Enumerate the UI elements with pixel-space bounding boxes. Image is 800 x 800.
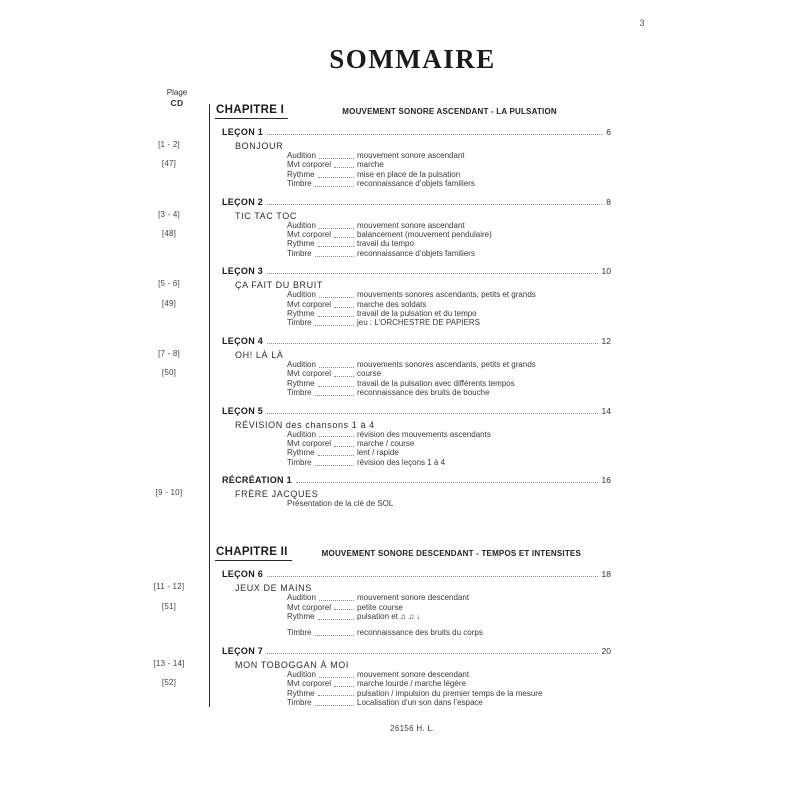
cd-gutter [145, 88, 209, 707]
attribute-head [287, 628, 357, 637]
chapter-subtitle: MOUVEMENT SONORE ASCENDANT - LA PULSATION [342, 107, 557, 116]
chapter-subtitle: MOUVEMENT SONORE DESCENDANT - TEMPOS ET INTENSITES [321, 549, 582, 559]
attribute-label: Rythme [287, 378, 315, 388]
song-title-row [235, 420, 611, 430]
attribute-value: reconnaissance d’objets familiers [357, 248, 475, 258]
attribute-dot-leader [319, 367, 354, 368]
cd-header-line1: Plage [166, 88, 188, 97]
song-title-row [158, 209, 611, 221]
attribute-row [287, 179, 611, 188]
attribute-row [287, 239, 611, 248]
attribute-head [287, 439, 357, 448]
attribute-head [287, 430, 357, 439]
attribute-dot-leader [318, 246, 354, 247]
attribute-value: pulsation et ♫ ♫ ♩ [357, 611, 425, 621]
cd-header-line2: CD [170, 98, 184, 108]
chapter-label: CHAPITRE II [215, 546, 292, 561]
attribute-row [287, 221, 611, 230]
attribute-value: mouvement sonore ascendant [357, 220, 465, 230]
attribute-row [287, 360, 611, 369]
attribute-label: Timbre [287, 388, 312, 398]
lecon-label: LEÇON 2 [222, 196, 264, 207]
dot-leader [267, 413, 597, 414]
toc-entry [158, 127, 611, 189]
attribute-head [287, 309, 357, 318]
attribute-value: mouvement sonore descendant [357, 593, 470, 603]
attribute-value: reconnaissance d’objets familiers [357, 179, 475, 189]
cd-track-ref: [5 - 6] [158, 279, 180, 289]
lecon-page-number: 20 [601, 645, 611, 656]
cd-track-ref: [7 - 8] [158, 348, 180, 358]
attribute-dot-leader [318, 316, 354, 317]
attribute-dot-leader [318, 455, 354, 456]
attribute-row [287, 249, 611, 258]
attribute-row [161, 298, 611, 309]
attribute-row [287, 430, 611, 439]
song-title-row [158, 348, 611, 360]
attribute-value: mouvements sonores ascendants, petits et grands [357, 290, 536, 300]
lecon-row [222, 336, 611, 346]
cd-track-ref: [9 - 10] [155, 488, 183, 498]
attribute-row [287, 151, 611, 160]
attribute-value: Localisation d’un son dans l’espace [357, 697, 483, 707]
cd-track-ref: [49] [161, 298, 177, 308]
attribute-row [287, 379, 611, 388]
attribute-dot-leader [319, 436, 354, 437]
lecon-label: RÉCRÉATION 1 [222, 475, 292, 486]
page-footer: 26156 H. L. [390, 724, 435, 733]
attribute-label: Timbre [287, 318, 312, 328]
attribute-dot-leader [315, 186, 354, 187]
attribute-dot-leader [319, 228, 354, 229]
song-title: MON TOBOGGAN À MOI [235, 659, 349, 670]
chapter-heading-row [215, 104, 611, 119]
lecon-page-number: 16 [601, 475, 611, 486]
attribute-value: mouvement sonore descendant [357, 669, 470, 679]
chapter-section [153, 546, 611, 707]
attribute-head [287, 388, 357, 397]
lecon-row [222, 646, 611, 656]
attribute-dot-leader [315, 635, 354, 636]
dot-leader [267, 134, 602, 135]
lecon-row [222, 406, 611, 416]
attribute-head [287, 318, 357, 327]
attribute-value: balancement (mouvement pendulaire) [357, 230, 492, 240]
lecon-label: LEÇON 6 [222, 569, 264, 580]
chapter-section [155, 104, 611, 509]
attribute-value: travail de la pulsation avec différents tempos [357, 378, 515, 388]
cd-track-ref: [48] [161, 229, 177, 239]
lecon-label: LEÇON 3 [222, 266, 264, 277]
dot-leader [296, 482, 598, 483]
attribute-dot-leader [319, 600, 354, 601]
attribute-value: travail du tempo [357, 239, 414, 249]
attribute-dot-leader [334, 376, 354, 377]
attribute-label: Audition [287, 669, 316, 679]
attribute-value: travail de la pulsation et du tempo [357, 309, 477, 319]
cd-track-ref: [52] [161, 678, 177, 688]
attribute-label: Mvt corporel [287, 438, 332, 448]
attribute-dot-leader [318, 177, 354, 178]
attribute-label: Timbre [287, 697, 312, 707]
toc-entry [158, 266, 611, 328]
song-title: FRÈRE JACQUES [235, 489, 319, 500]
attribute-head [287, 458, 357, 467]
cd-column-header [145, 88, 209, 108]
chapter-heading-row [215, 546, 611, 561]
attribute-row [287, 689, 611, 698]
song-title: TIC TAC TOC [235, 210, 297, 221]
attribute-value: marche lourde / marche légère [357, 679, 466, 689]
attribute-label: Rythme [287, 309, 315, 319]
attribute-value: marche [357, 160, 384, 170]
attribute-row [161, 601, 611, 612]
attribute-label: Mvt corporel [287, 299, 332, 309]
attribute-head [287, 170, 357, 179]
lecon-label: LEÇON 7 [222, 645, 264, 656]
song-title: RÉVISION des chansons 1 à 4 [235, 419, 375, 430]
attribute-value: lent / rapide [357, 448, 399, 458]
attribute-value: jeu : L’ORCHESTRE DE PAPIERS [357, 318, 480, 328]
attribute-value: mouvements sonores ascendants, petits et grands [357, 359, 536, 369]
attribute-dot-leader [334, 307, 354, 308]
lecon-row [222, 266, 611, 276]
lecon-row [222, 127, 611, 137]
attribute-head [287, 290, 357, 299]
attribute-dot-leader [334, 686, 354, 687]
attribute-head [287, 179, 357, 188]
lecon-row [222, 197, 611, 207]
attribute-value: reconnaissance des bruits du corps [357, 628, 483, 638]
attribute-dot-leader [319, 297, 354, 298]
lecon-row [222, 569, 611, 579]
attribute-row [161, 368, 611, 379]
attribute-label: Audition [287, 429, 316, 439]
lecon-label: LEÇON 5 [222, 405, 264, 416]
attribute-value: marche des soldats [357, 299, 427, 309]
toc-entry [155, 475, 611, 509]
attribute-head [287, 221, 357, 230]
attribute-label: Rythme [287, 448, 315, 458]
lecon-label: LEÇON 1 [222, 127, 264, 137]
attribute-label: Mvt corporel [287, 602, 332, 612]
attribute-label: Audition [287, 359, 316, 369]
cd-track-ref: [51] [161, 601, 177, 611]
toc-entry [158, 196, 611, 259]
attribute-row [161, 678, 611, 689]
dot-leader [267, 653, 597, 654]
attribute-row [287, 318, 611, 327]
attribute-row [161, 159, 611, 170]
dot-leader [267, 204, 602, 205]
attribute-label: Audition [287, 593, 316, 603]
lecon-page-number: 14 [601, 405, 611, 416]
attribute-value: révision des mouvements ascendants [357, 429, 491, 439]
chapter-label: CHAPITRE I [215, 104, 288, 119]
song-title-row [158, 279, 611, 291]
attribute-label: Rythme [287, 169, 315, 179]
attribute-row [287, 698, 611, 707]
chapters [153, 104, 611, 707]
lecon-page-number: 8 [606, 196, 611, 207]
attribute-dot-leader [334, 167, 354, 168]
attribute-dot-leader [334, 446, 354, 447]
lecon-page-number: 12 [601, 335, 611, 346]
page-folio: 3 [639, 18, 645, 28]
attribute-head [287, 679, 357, 688]
song-title-row [158, 140, 611, 151]
page-title: SOMMAIRE [329, 44, 496, 74]
attribute-head [287, 448, 357, 457]
attribute-dot-leader [334, 609, 354, 610]
attribute-value: reconnaissance des bruits de bouche [357, 388, 490, 398]
attribute-value: mouvement sonore ascendant [357, 151, 465, 160]
song-title: ÇA FAIT DU BRUIT [235, 280, 323, 291]
attribute-value: pulsation / impulsion du premier temps de la mesure [357, 688, 543, 698]
attribute-value: révision des leçons 1 à 4 [357, 457, 446, 467]
attribute-label: Audition [287, 290, 316, 300]
lecon-label: LEÇON 4 [222, 335, 264, 346]
attribute-head [287, 689, 357, 698]
attribute-label: Audition [287, 220, 316, 230]
attribute-label: Timbre [287, 628, 312, 638]
attribute-label: Timbre [287, 457, 312, 467]
attribute-label: Rythme [287, 239, 315, 249]
toc-entry [158, 335, 611, 398]
attribute-row [287, 628, 611, 637]
attribute-row [287, 388, 611, 397]
attribute-value: course [357, 369, 382, 379]
attribute-head [287, 249, 357, 258]
cd-track-ref: [3 - 4] [158, 209, 180, 219]
attribute-head [287, 360, 357, 369]
attribute-head [287, 603, 357, 612]
lecon-row [222, 475, 611, 485]
attribute-dot-leader [319, 677, 354, 678]
attribute-label: Mvt corporel [287, 160, 332, 170]
attribute-head [287, 230, 357, 239]
attribute-label: Mvt corporel [287, 679, 332, 689]
attribute-label: Mvt corporel [287, 369, 332, 379]
attribute-row [287, 170, 611, 179]
attribute-dot-leader [315, 395, 354, 396]
attribute-row [287, 448, 611, 457]
song-title: JEUX DE MAINS [235, 583, 312, 594]
dot-leader [267, 273, 597, 274]
lecon-page-number: 18 [601, 569, 611, 580]
attribute-dot-leader [315, 325, 354, 326]
attribute-head [287, 698, 357, 707]
toc-entry [215, 406, 611, 468]
lecon-page-number: 6 [606, 127, 611, 137]
song-title-row [153, 582, 611, 594]
attribute-row [287, 309, 611, 318]
attribute-row [287, 439, 611, 448]
cd-track-ref: [50] [161, 368, 177, 378]
song-title-row [153, 658, 611, 670]
dot-leader [267, 343, 597, 344]
attribute-head [287, 239, 357, 248]
lecon-page-number: 10 [601, 266, 611, 277]
attribute-head [287, 593, 357, 602]
attribute-value: petite course [357, 602, 403, 612]
dot-leader [267, 576, 597, 577]
attribute-label: Rythme [287, 688, 315, 698]
attribute-head [287, 151, 357, 160]
cd-track-ref: [47] [161, 159, 177, 169]
attribute-head [287, 160, 357, 169]
attribute-value: marche / course [357, 438, 415, 448]
attribute-row [287, 593, 611, 602]
attribute-dot-leader [315, 465, 354, 466]
attribute-row [287, 290, 611, 299]
attribute-label: Timbre [287, 179, 312, 189]
attribute-row [287, 612, 611, 621]
attribute-label: Rythme [287, 611, 315, 621]
attribute-dot-leader [319, 158, 354, 159]
attribute-label: Timbre [287, 248, 312, 258]
attribute-dot-leader [318, 695, 354, 696]
attribute-label: Mvt corporel [287, 230, 332, 240]
attribute-row [161, 229, 611, 240]
cd-track-ref: [1 - 2] [158, 140, 180, 149]
toc-entry [153, 569, 611, 638]
song-title-row [155, 488, 611, 500]
attribute-label: Audition [287, 151, 316, 160]
entry-note: Présentation de la clé de SOL [287, 499, 394, 509]
attribute-dot-leader [315, 256, 354, 257]
attribute-dot-leader [334, 237, 354, 238]
attribute-head [287, 369, 357, 378]
attribute-row [287, 458, 611, 467]
attribute-row [287, 670, 611, 679]
attribute-head [287, 670, 357, 679]
cd-track-ref: [11 - 12] [153, 582, 185, 592]
song-title: BONJOUR [235, 141, 284, 151]
song-title: OH! LÀ LÀ [235, 349, 284, 360]
attribute-dot-leader [318, 386, 354, 387]
cd-track-ref: [13 - 14] [153, 658, 185, 668]
toc-entry [153, 645, 611, 708]
attribute-head [287, 612, 357, 621]
attribute-dot-leader [315, 705, 354, 706]
toc-content [145, 88, 611, 707]
attribute-value: mise en place de la pulsation [357, 169, 461, 179]
attribute-head [287, 379, 357, 388]
attribute-dot-leader [318, 619, 354, 620]
attribute-head [287, 300, 357, 309]
